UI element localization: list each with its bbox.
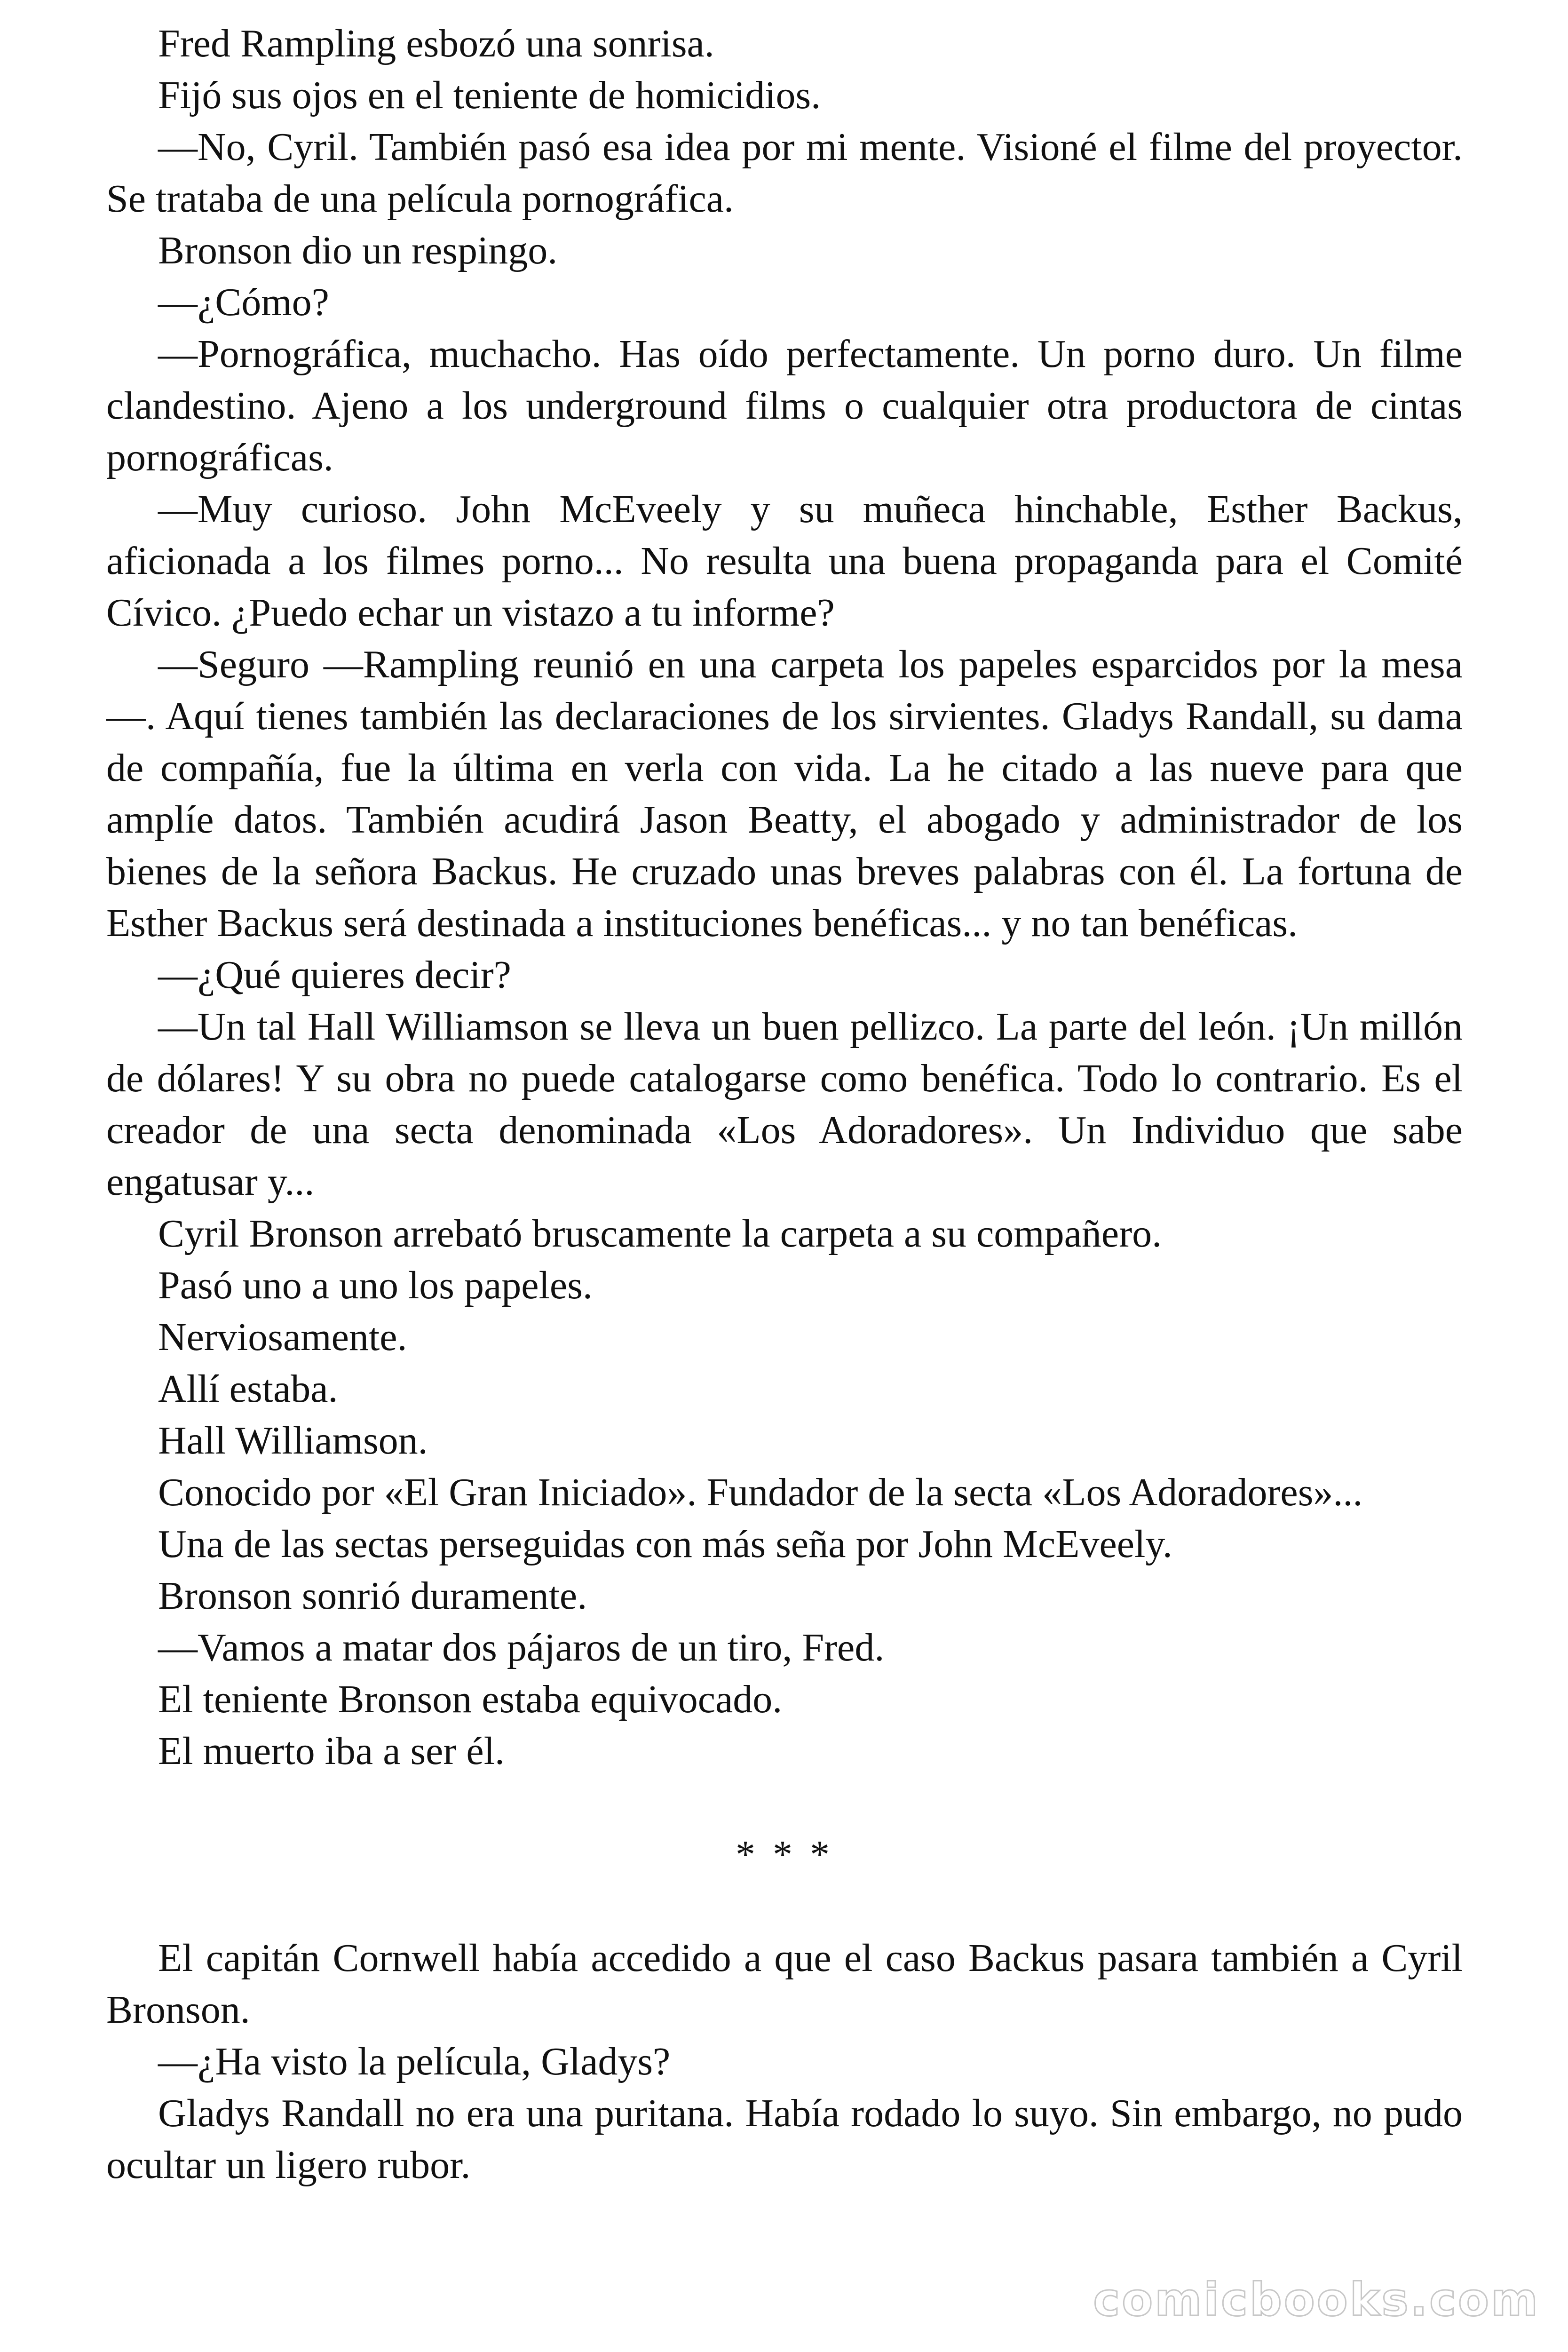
paragraph: Allí estaba. [158, 1367, 338, 1411]
paragraph: El capitán Cornwell había accedido a que el caso Backus pasara también a Cyril Bronson. [106, 1936, 1463, 2032]
paragraph: Pasó uno a uno los papeles. [158, 1263, 593, 1307]
paragraph: Nerviosamente. [158, 1315, 407, 1359]
paragraph: —No, Cyril. También pasó esa idea por mi mente. Visioné el filme del proyector. Se trataba de una película pornográfica. [106, 125, 1463, 221]
paragraph: —Muy curioso. John McEveely y su muñeca hinchable, Esther Backus, aficionada a los filmes porno... No resulta una buena propaganda para el Comité Cívico. ¿Puedo echar un vistazo a tu informe? [106, 487, 1463, 635]
paragraph: Cyril Bronson arrebató bruscamente la carpeta a su compañero. [158, 1212, 1162, 1255]
paragraph: El muerto iba a ser él. [158, 1729, 505, 1773]
paragraph: Fred Rampling esbozó una sonrisa. [158, 22, 714, 65]
scene-separator: * * * [736, 1833, 833, 1876]
watermark: comicbooks.com [1093, 2273, 1540, 2326]
paragraph: —Un tal Hall Williamson se lleva un buen pellizco. La parte del león. ¡Un millón de dólares! Y su obra no puede catalogarse como benéfica. Todo lo contrario. Es el creador de una secta denominada «Los Adoradores». Un Individuo que sabe engatusar y... [106, 1005, 1463, 1204]
paragraph: Conocido por «El Gran Iniciado». Fundador de la secta «Los Adoradores»... [158, 1470, 1363, 1514]
paragraph: —Vamos a matar dos pájaros de un tiro, Fred. [158, 1626, 885, 1669]
paragraph: Fijó sus ojos en el teniente de homicidios. [158, 73, 821, 117]
paragraph: —Pornográfica, muchacho. Has oído perfectamente. Un porno duro. Un filme clandestino. Ajeno a los underground films o cualquier otra productora de cintas pornográficas. [106, 332, 1463, 479]
paragraph: Bronson dio un respingo. [158, 229, 558, 272]
paragraph: Una de las sectas perseguidas con más seña por John McEveely. [158, 1522, 1172, 1566]
paragraph: —¿Qué quieres decir? [158, 953, 511, 997]
paragraph: Gladys Randall no era una puritana. Había rodado lo suyo. Sin embargo, no pudo ocultar un ligero rubor. [106, 2091, 1463, 2187]
paragraph: —¿Ha visto la película, Gladys? [158, 2040, 671, 2083]
text-column [106, 18, 1463, 2191]
paragraph: Bronson sonrió duramente. [158, 1574, 587, 1618]
paragraph: El teniente Bronson estaba equivocado. [158, 1677, 783, 1721]
paragraph: —¿Cómo? [158, 280, 329, 324]
paragraph: —Seguro —Rampling reunió en una carpeta los papeles esparcidos por la mesa—. Aquí tienes también las declaraciones de los sirvientes. Gladys Randall, su dama de compañía, fue la última en verla con vida. La he citado a las nueve para que amplíe datos. También acudirá Jason Beatty, el abogado y administrador de los bienes de la señora Backus. He cruzado unas breves palabras con él. La fortuna de Esther Backus será destinada a instituciones benéficas... y no tan benéficas. [106, 643, 1463, 945]
paragraph: Hall Williamson. [158, 1419, 428, 1462]
